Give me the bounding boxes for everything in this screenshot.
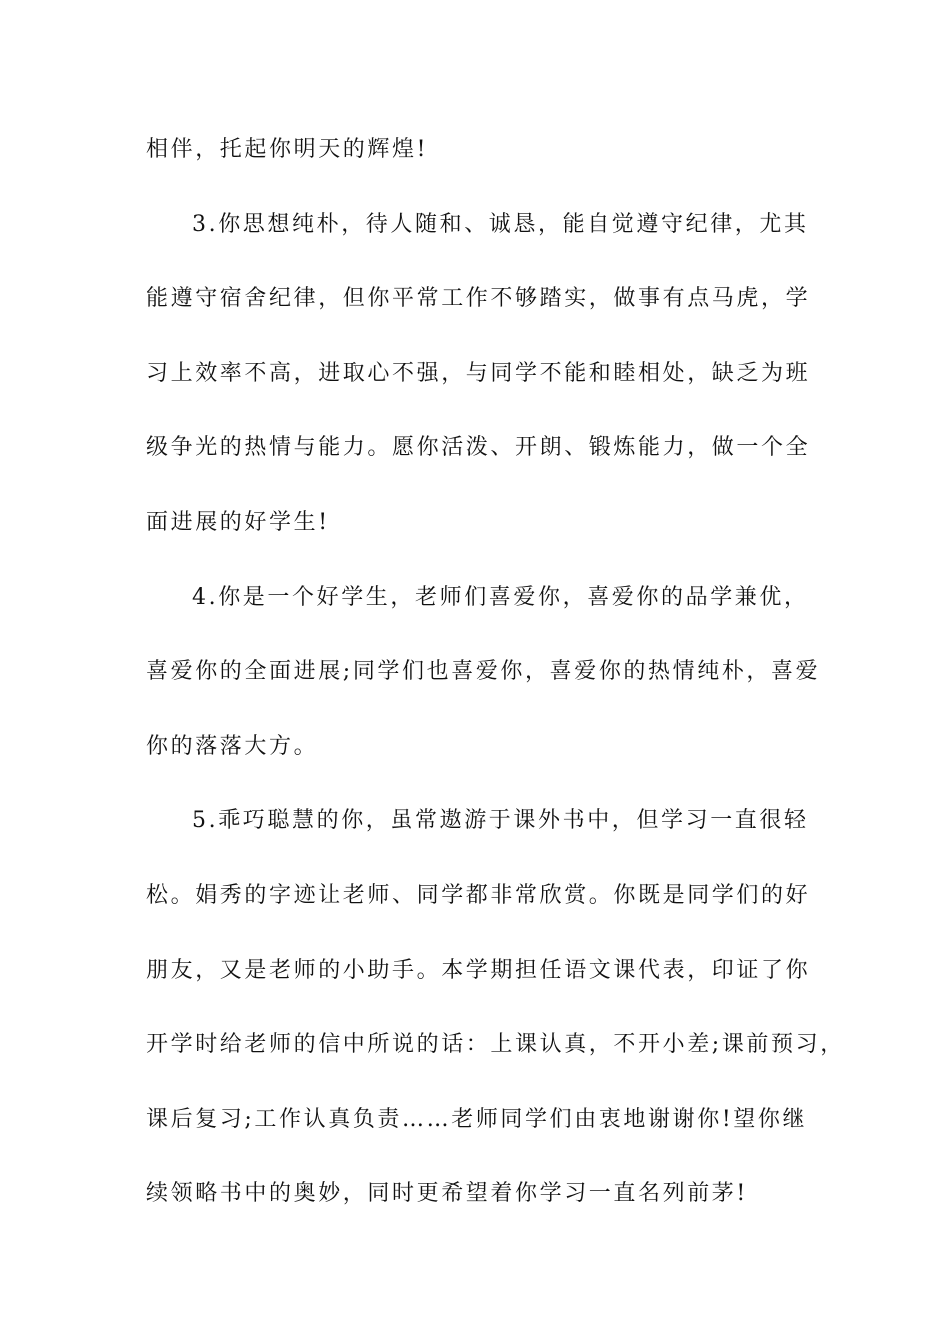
- text-line: 开学时给老师的信中所说的话：上课认真，不开小差;课前预习，: [146, 1032, 845, 1058]
- text-line: 相伴，托起你明天的辉煌!: [146, 137, 429, 162]
- text-line: 朋友，又是老师的小助手。本学期担任语文课代表，印证了你: [146, 957, 811, 983]
- text-line: 能遵守宿舍纪律，但你平常工作不够踏实，做事有点马虎，学: [146, 286, 811, 312]
- document-body: [146, 128, 845, 1247]
- text-line: 课后复习;工作认真负责……老师同学们由衷地谢谢你!望你继: [146, 1106, 808, 1132]
- paragraph-5-first-line: 5.乖巧聪慧的你，虽常遨游于课外书中，但学习一直很轻: [192, 808, 809, 834]
- text-line: 喜爱你的全面进展;同学们也喜爱你，喜爱你的热情纯朴，喜爱: [146, 659, 821, 685]
- text-line: 级争光的热情与能力。愿你活泼、开朗、锻炼能力，做一个全: [146, 435, 811, 461]
- paragraph-4-first-line: 4.你是一个好学生，老师们喜爱你，喜爱你的品学兼优，: [192, 584, 809, 610]
- text-line: 松。娟秀的字迹让老师、同学都非常欣赏。你既是同学们的好: [146, 882, 811, 908]
- paragraph-3-first-line: 3.你思想纯朴，待人随和、诚恳，能自觉遵守纪律，尤其: [192, 211, 809, 237]
- text-line: 习上效率不高，进取心不强，与同学不能和睦相处，缺乏为班: [146, 360, 811, 386]
- text-line: 你的落落大方。: [146, 733, 319, 759]
- text-line: 面进展的好学生!: [146, 509, 330, 535]
- text-line: 续领略书中的奥妙，同时更希望着你学习一直名列前茅!: [146, 1181, 748, 1207]
